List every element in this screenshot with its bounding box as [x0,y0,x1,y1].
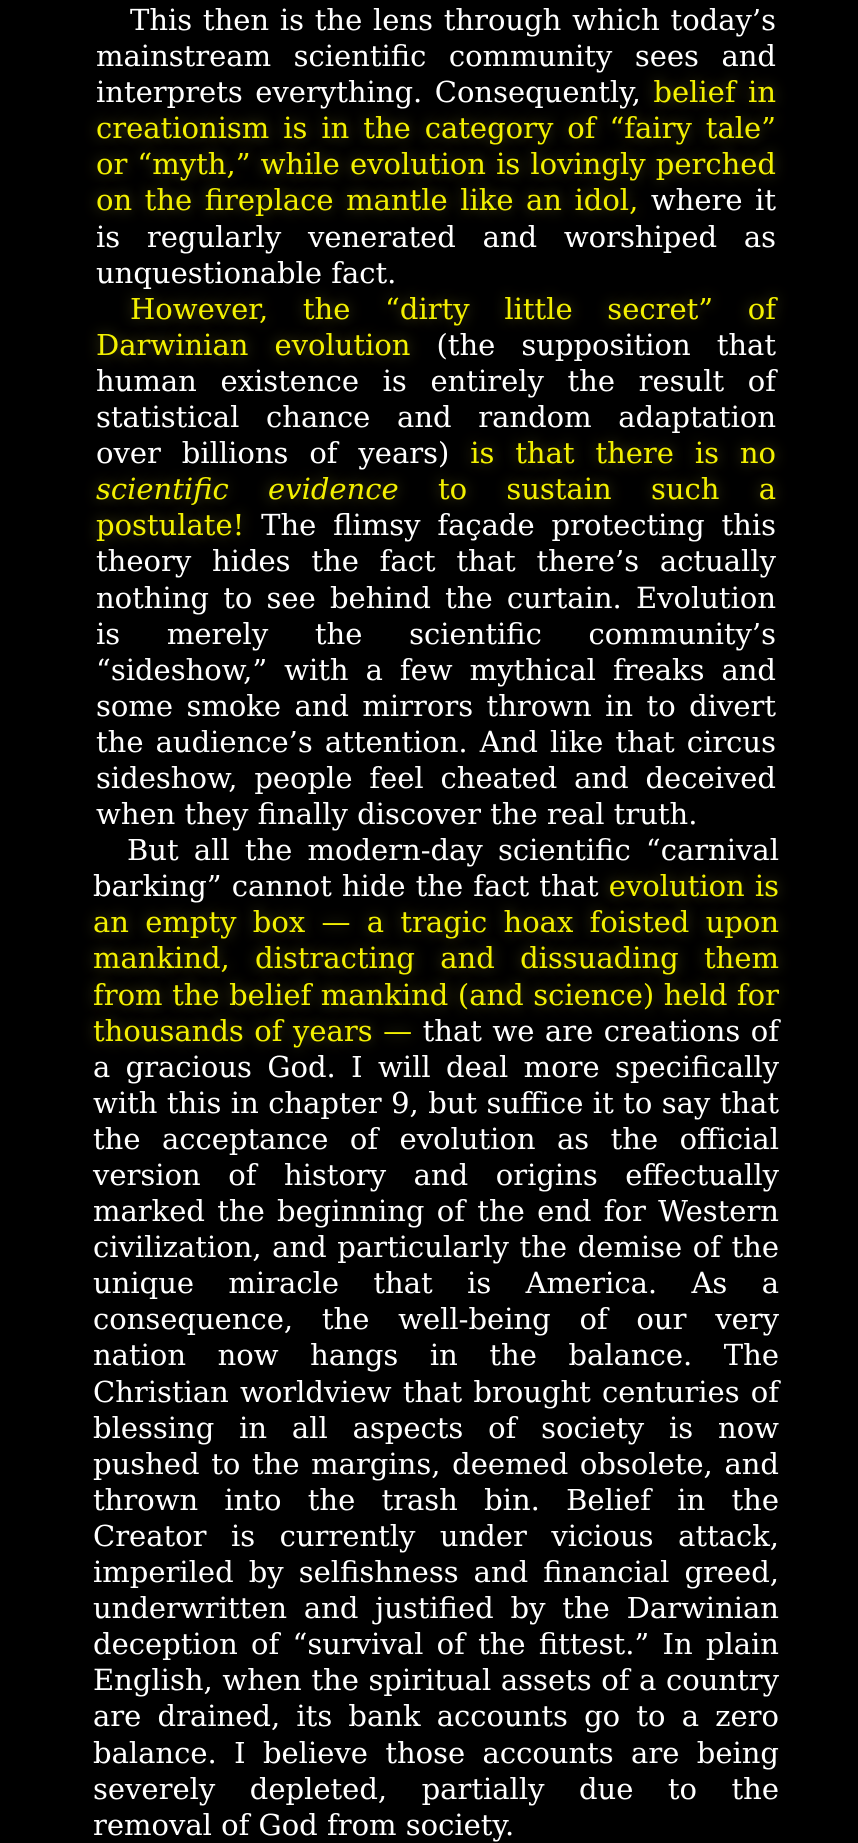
text-segment: This then is the lens through which today’s mainstream scientific community sees and interprets everything. Consequently, [96,3,776,110]
highlighted-passage[interactable]: evolution is an empty box — a tragic hoax foisted upon mankind, distracting and dissuading them from the belief mankind (and science) held for thousands of years — [93,869,779,1048]
text-segment: (the supposition that human existence is entirely the result of statistical chance and random adaptation over billions of years) [96,327,776,471]
text-segment: that we are creations of a gracious God. I will deal more specifically with this in chapter 9, but suffice it to say that the acceptance of evolution as the official version of history and origins effectually marked the beginning of the end for Western civilization, and particularly the demise of the unique miracle that is America. As a consequence, the well-being of our very nation now hangs in the balance. The Christian worldview that brought centuries of blessing in all aspects of society is now pushed to the margins, deemed obsolete, and thrown into the trash bin. Belief in the Creator is currently under vicious attack, imperiled by selfishness and financial greed, underwritten and justified by the Darwinian deception of “survival of the fittest.” In plain English, when the spiritual assets of a country are drained, its bank accounts go to a zero balance. I believe those accounts are being severely depleted, partially due to the removal of God from society. [93,1013,779,1842]
paragraph-1 [96,2,776,291]
paragraph-2 [96,291,776,832]
highlighted-passage[interactable]: belief in creationism is in the category of “fairy tale” or “myth,” while evolution is lovingly perched on the fireplace mantle like an idol, [96,75,777,218]
book-text [93,2,779,1843]
highlighted-passage[interactable]: However, the “dirty little secret” of Darwinian evolution [96,291,776,362]
text-segment: But all the modern-day scientific “carnival barking” cannot hide the fact that [93,833,779,904]
text-segment: The flimsy façade protecting this theory hides the fact that there’s actually nothing to see behind the curtain. Evolution is merely the scientific community’s “sideshow,” with a few mythical freaks and some smoke and mirrors thrown in to divert the audience’s attention. And like that circus sideshow, people feel cheated and deceived when they finally discover the real truth. [96,508,776,832]
text-segment: where it is regularly venerated and worshiped as unquestionable fact. [96,183,776,290]
paragraph-3 [93,832,779,1843]
highlighted-passage[interactable]: to sustain such a postulate! [96,472,777,543]
highlighted-passage[interactable]: is that there is no [470,436,776,471]
highlighted-italic-passage[interactable]: scientific evidence [96,472,399,507]
